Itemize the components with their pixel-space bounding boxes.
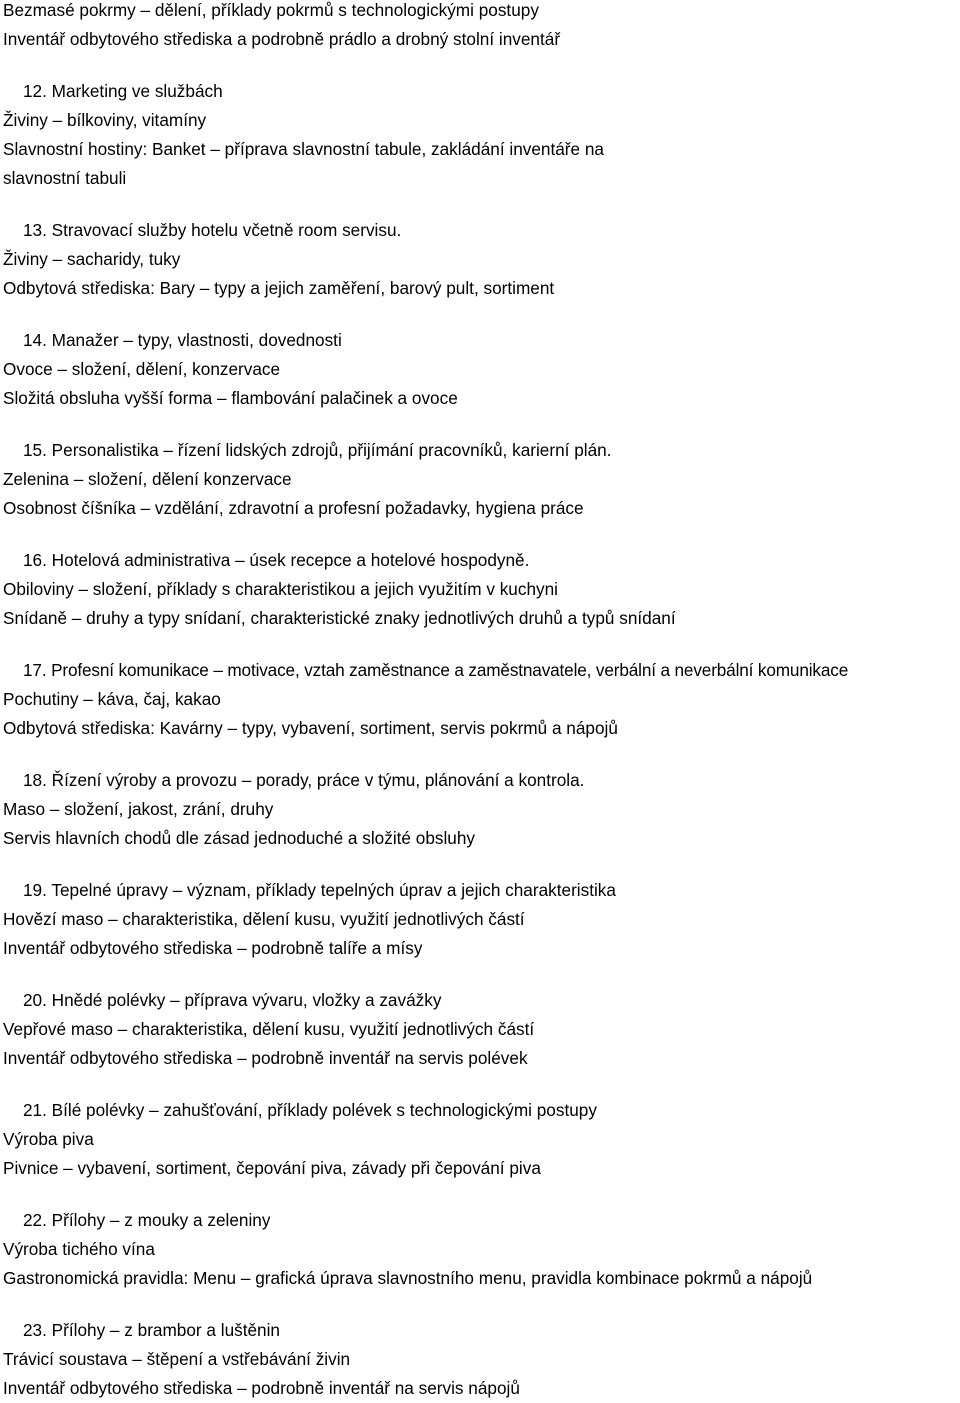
section-line: Odbytová střediska: Bary – typy a jejich zaměření, barový pult, sortiment <box>3 278 555 298</box>
section-23 <box>3 1316 960 1403</box>
document-page <box>3 0 960 1403</box>
section-line: Vepřové maso – charakteristika, dělení kusu, využití jednotlivých částí <box>3 1019 535 1039</box>
section-heading: 20. Hnědé polévky – příprava vývaru, vložky a zavážky <box>23 990 442 1010</box>
section-15 <box>3 436 960 523</box>
section-line: Pivnice – vybavení, sortiment, čepování piva, závady při čepování piva <box>3 1158 541 1178</box>
section-heading: 19. Tepelné úpravy – význam, příklady tepelných úprav a jejich charakteristika <box>23 880 616 900</box>
section-line: Složitá obsluha vyšší forma – flambování palačinek a ovoce <box>3 388 458 408</box>
section-heading: 15. Personalistika – řízení lidských zdrojů, přijímání pracovníků, karierní plán. <box>23 440 612 460</box>
section-heading: 13. Stravovací služby hotelu včetně room servisu. <box>23 220 402 240</box>
section-line: Výroba tichého vína <box>3 1239 155 1259</box>
section-heading: 23. Přílohy – z brambor a luštěnin <box>23 1320 280 1340</box>
section-heading: 12. Marketing ve službách <box>23 81 223 101</box>
section-line: Ovoce – složení, dělení, konzervace <box>3 359 281 379</box>
section-line: Odbytová střediska: Kavárny – typy, vybavení, sortiment, servis pokrmů a nápojů <box>3 718 618 738</box>
section-heading: 16. Hotelová administrativa – úsek recepce a hotelové hospodyně. <box>23 550 530 570</box>
section-13 <box>3 216 960 303</box>
section-line: Snídaně – druhy a typy snídaní, charakteristické znaky jednotlivých druhů a typů snídaní <box>3 608 676 628</box>
section-heading: 17. Profesní komunikace – motivace, vztah zaměstnance a zaměstnavatele, verbální a neverbální komunikace <box>23 660 849 680</box>
section-line: Hovězí maso – charakteristika, dělení kusu, využití jednotlivých částí <box>3 909 525 929</box>
intro-line: Bezmasé pokrmy – dělení, příklady pokrmů s technologickými postupy <box>3 0 539 20</box>
section-heading: 22. Přílohy – z mouky a zeleniny <box>23 1210 271 1230</box>
section-17 <box>3 656 960 743</box>
intro-line: Inventář odbytového střediska a podrobně prádlo a drobný stolní inventář <box>3 29 561 49</box>
section-line: Živiny – sacharidy, tuky <box>3 249 181 269</box>
section-20 <box>3 986 960 1073</box>
section-14 <box>3 326 960 413</box>
section-line: Servis hlavních chodů dle zásad jednoduché a složité obsluhy <box>3 828 476 848</box>
section-line: Inventář odbytového střediska – podrobně inventář na servis polévek <box>3 1048 528 1068</box>
section-line: Výroba piva <box>3 1129 94 1149</box>
section-line: Osobnost číšníka – vzdělání, zdravotní a profesní požadavky, hygiena práce <box>3 498 584 518</box>
section-line: Inventář odbytového střediska – podrobně talíře a mísy <box>3 938 423 958</box>
section-12 <box>3 77 960 193</box>
section-18 <box>3 766 960 853</box>
section-line: Inventář odbytového střediska – podrobně inventář na servis nápojů <box>3 1378 520 1398</box>
section-19 <box>3 876 960 963</box>
section-22 <box>3 1206 960 1293</box>
section-line: Pochutiny – káva, čaj, kakao <box>3 689 221 709</box>
section-line: Slavnostní hostiny: Banket – příprava slavnostní tabule, zakládání inventáře na slavnostní tabuli <box>3 139 604 188</box>
section-line: Gastronomická pravidla: Menu – grafická úprava slavnostního menu, pravidla kombinace pokrmů a nápojů <box>3 1268 813 1288</box>
section-heading: 21. Bílé polévky – zahušťování, příklady polévek s technologickými postupy <box>23 1100 597 1120</box>
section-line: Obiloviny – složení, příklady s charakteristikou a jejich využitím v kuchyni <box>3 579 558 599</box>
section-line: Trávicí soustava – štěpení a vstřebávání živin <box>3 1349 351 1369</box>
section-line: Zelenina – složení, dělení konzervace <box>3 469 292 489</box>
section-heading: 14. Manažer – typy, vlastnosti, dovednosti <box>23 330 342 350</box>
intro-block <box>3 0 960 54</box>
section-line: Maso – složení, jakost, zrání, druhy <box>3 799 274 819</box>
section-21 <box>3 1096 960 1183</box>
section-line: Živiny – bílkoviny, vitamíny <box>3 110 207 130</box>
section-16 <box>3 546 960 633</box>
section-heading: 18. Řízení výroby a provozu – porady, práce v týmu, plánování a kontrola. <box>23 770 585 790</box>
